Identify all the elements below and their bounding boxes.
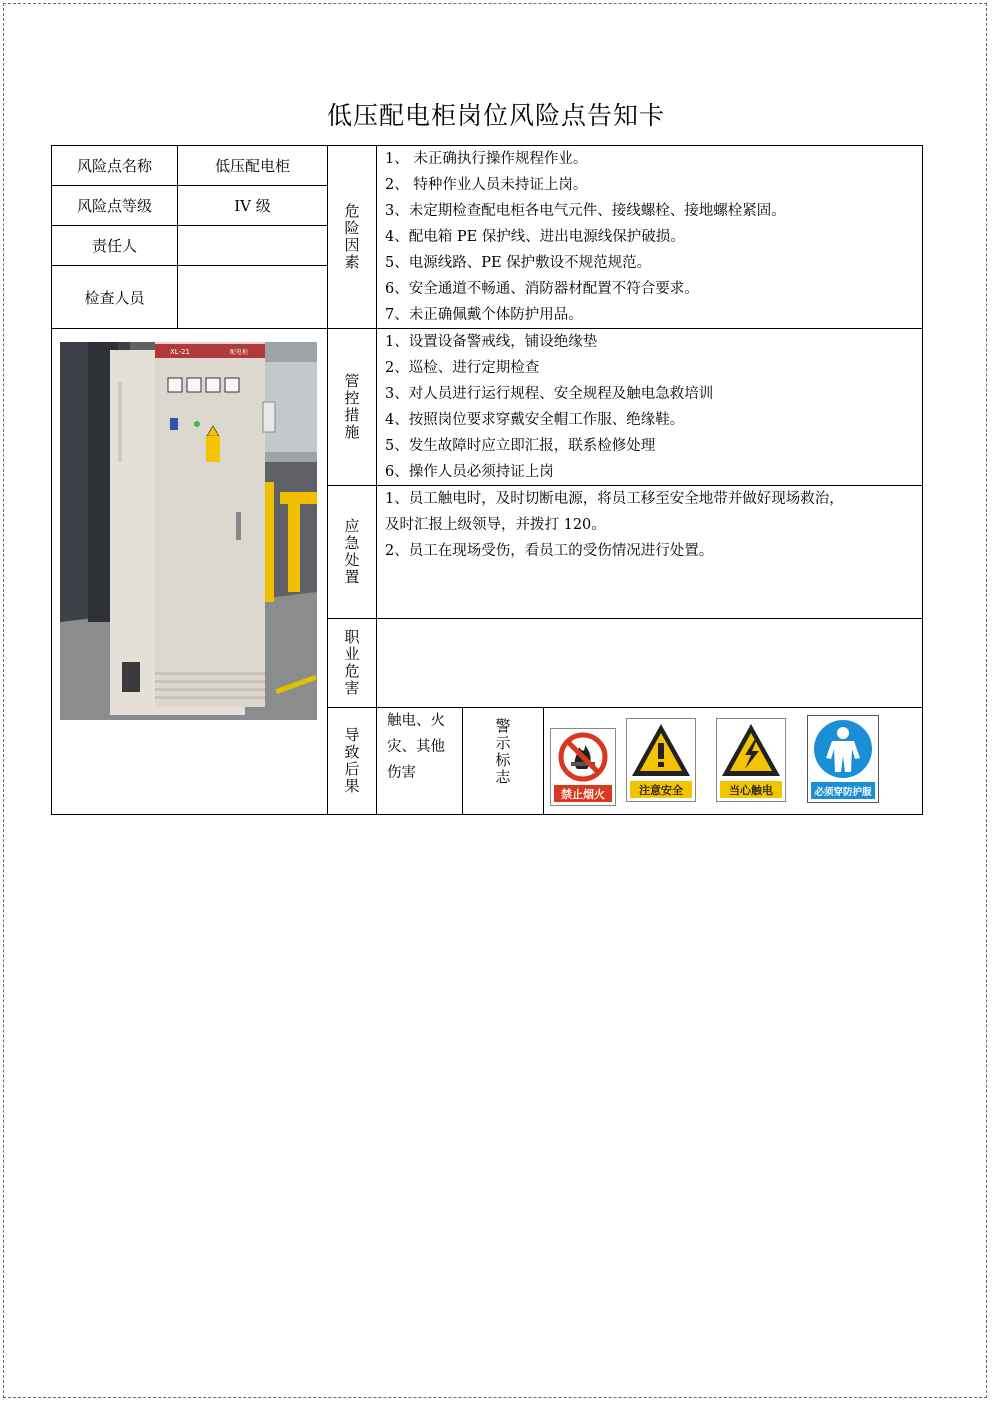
control-item: 5、发生故障时应立即汇报，联系检修处理 — [385, 438, 656, 454]
sign-electric — [716, 718, 786, 802]
sign-label: 当心触电 — [720, 781, 782, 798]
sign-caution — [626, 718, 696, 802]
control-item: 6、操作人员必须持证上岗 — [385, 464, 554, 480]
control-item: 2、巡检、进行定期检查 — [385, 360, 540, 376]
emergency-item: 2、员工在现场受伤，看员工的受伤情况进行处置。 — [385, 543, 714, 559]
cabinet-photo-drawing — [60, 342, 317, 720]
hazard-list — [376, 145, 923, 329]
cabinet-photo — [60, 342, 317, 720]
hazard-item: 4、配电箱 PE 保护线、进出电源线保护破损。 — [385, 229, 685, 245]
consequence-line: 触电、火 — [387, 713, 445, 729]
control-label: 管 控 措 施 — [327, 328, 377, 486]
consequence-content — [376, 707, 463, 815]
electric-shock-icon — [717, 719, 785, 781]
owner-value — [177, 225, 328, 266]
risk-level-value: IV 级 — [177, 185, 328, 226]
sign-label: 注意安全 — [630, 781, 692, 798]
risk-name-label: 风险点名称 — [51, 145, 178, 186]
occupational-label: 职 业 危 害 — [327, 618, 377, 708]
sign-label: 禁止烟火 — [554, 785, 612, 802]
sign-protective-suit — [807, 715, 879, 803]
emergency-label: 应 急 处 置 — [327, 485, 377, 619]
inspector-value — [177, 265, 328, 329]
control-item: 1、设置设备警戒线，铺设绝缘垫 — [385, 334, 598, 350]
hazard-item: 1、 未正确执行操作规程作业。 — [385, 151, 588, 167]
hazard-item: 6、安全通道不畅通、消防器材配置不符合要求。 — [385, 281, 699, 297]
caution-icon — [627, 719, 695, 781]
hazard-item: 7、未正确佩戴个体防护用品。 — [385, 307, 583, 323]
control-item: 4、按照岗位要求穿戴安全帽工作服、绝缘鞋。 — [385, 412, 685, 428]
consequence-line: 伤害 — [387, 765, 416, 781]
risk-level-label: 风险点等级 — [51, 185, 178, 226]
page-title: 低压配电柜岗位风险点告知卡 — [326, 101, 665, 130]
cabinet-tag2: 配电柜 — [230, 349, 249, 356]
consequence-line: 灾、其他 — [387, 739, 445, 755]
hazard-item: 2、 特种作业人员未持证上岗。 — [385, 177, 588, 193]
cabinet-tag: XL-21 — [170, 348, 191, 356]
no-fire-icon — [551, 729, 615, 785]
emergency-item: 1、员工触电时，及时切断电源，将员工移至安全地带并做好现场救治， — [385, 491, 844, 507]
hazard-label: 危 险 因 素 — [327, 145, 377, 329]
emergency-list — [376, 485, 923, 619]
consequence-label: 导 致 后 果 — [327, 707, 377, 815]
control-list — [376, 328, 923, 486]
occupational-content — [376, 618, 923, 708]
hazard-item: 3、未定期检查配电柜各电气元件、接线螺栓、接地螺栓紧固。 — [385, 203, 786, 219]
hazard-item: 5、电源线路、PE 保护敷设不规范规范。 — [385, 255, 652, 271]
emergency-item: 及时汇报上级领导，并拨打 120。 — [385, 517, 606, 533]
protective-suit-icon — [808, 716, 878, 782]
sign-no-fire — [550, 728, 616, 806]
inspector-label: 检查人员 — [51, 265, 178, 329]
sign-label: 必须穿防护服 — [811, 782, 875, 799]
risk-name-value: 低压配电柜 — [177, 145, 328, 186]
control-item: 3、对人员进行运行规程、安全规程及触电急救培训 — [385, 386, 714, 402]
warning-label: 警 示 标 志 — [462, 707, 544, 815]
owner-label: 责任人 — [51, 225, 178, 266]
